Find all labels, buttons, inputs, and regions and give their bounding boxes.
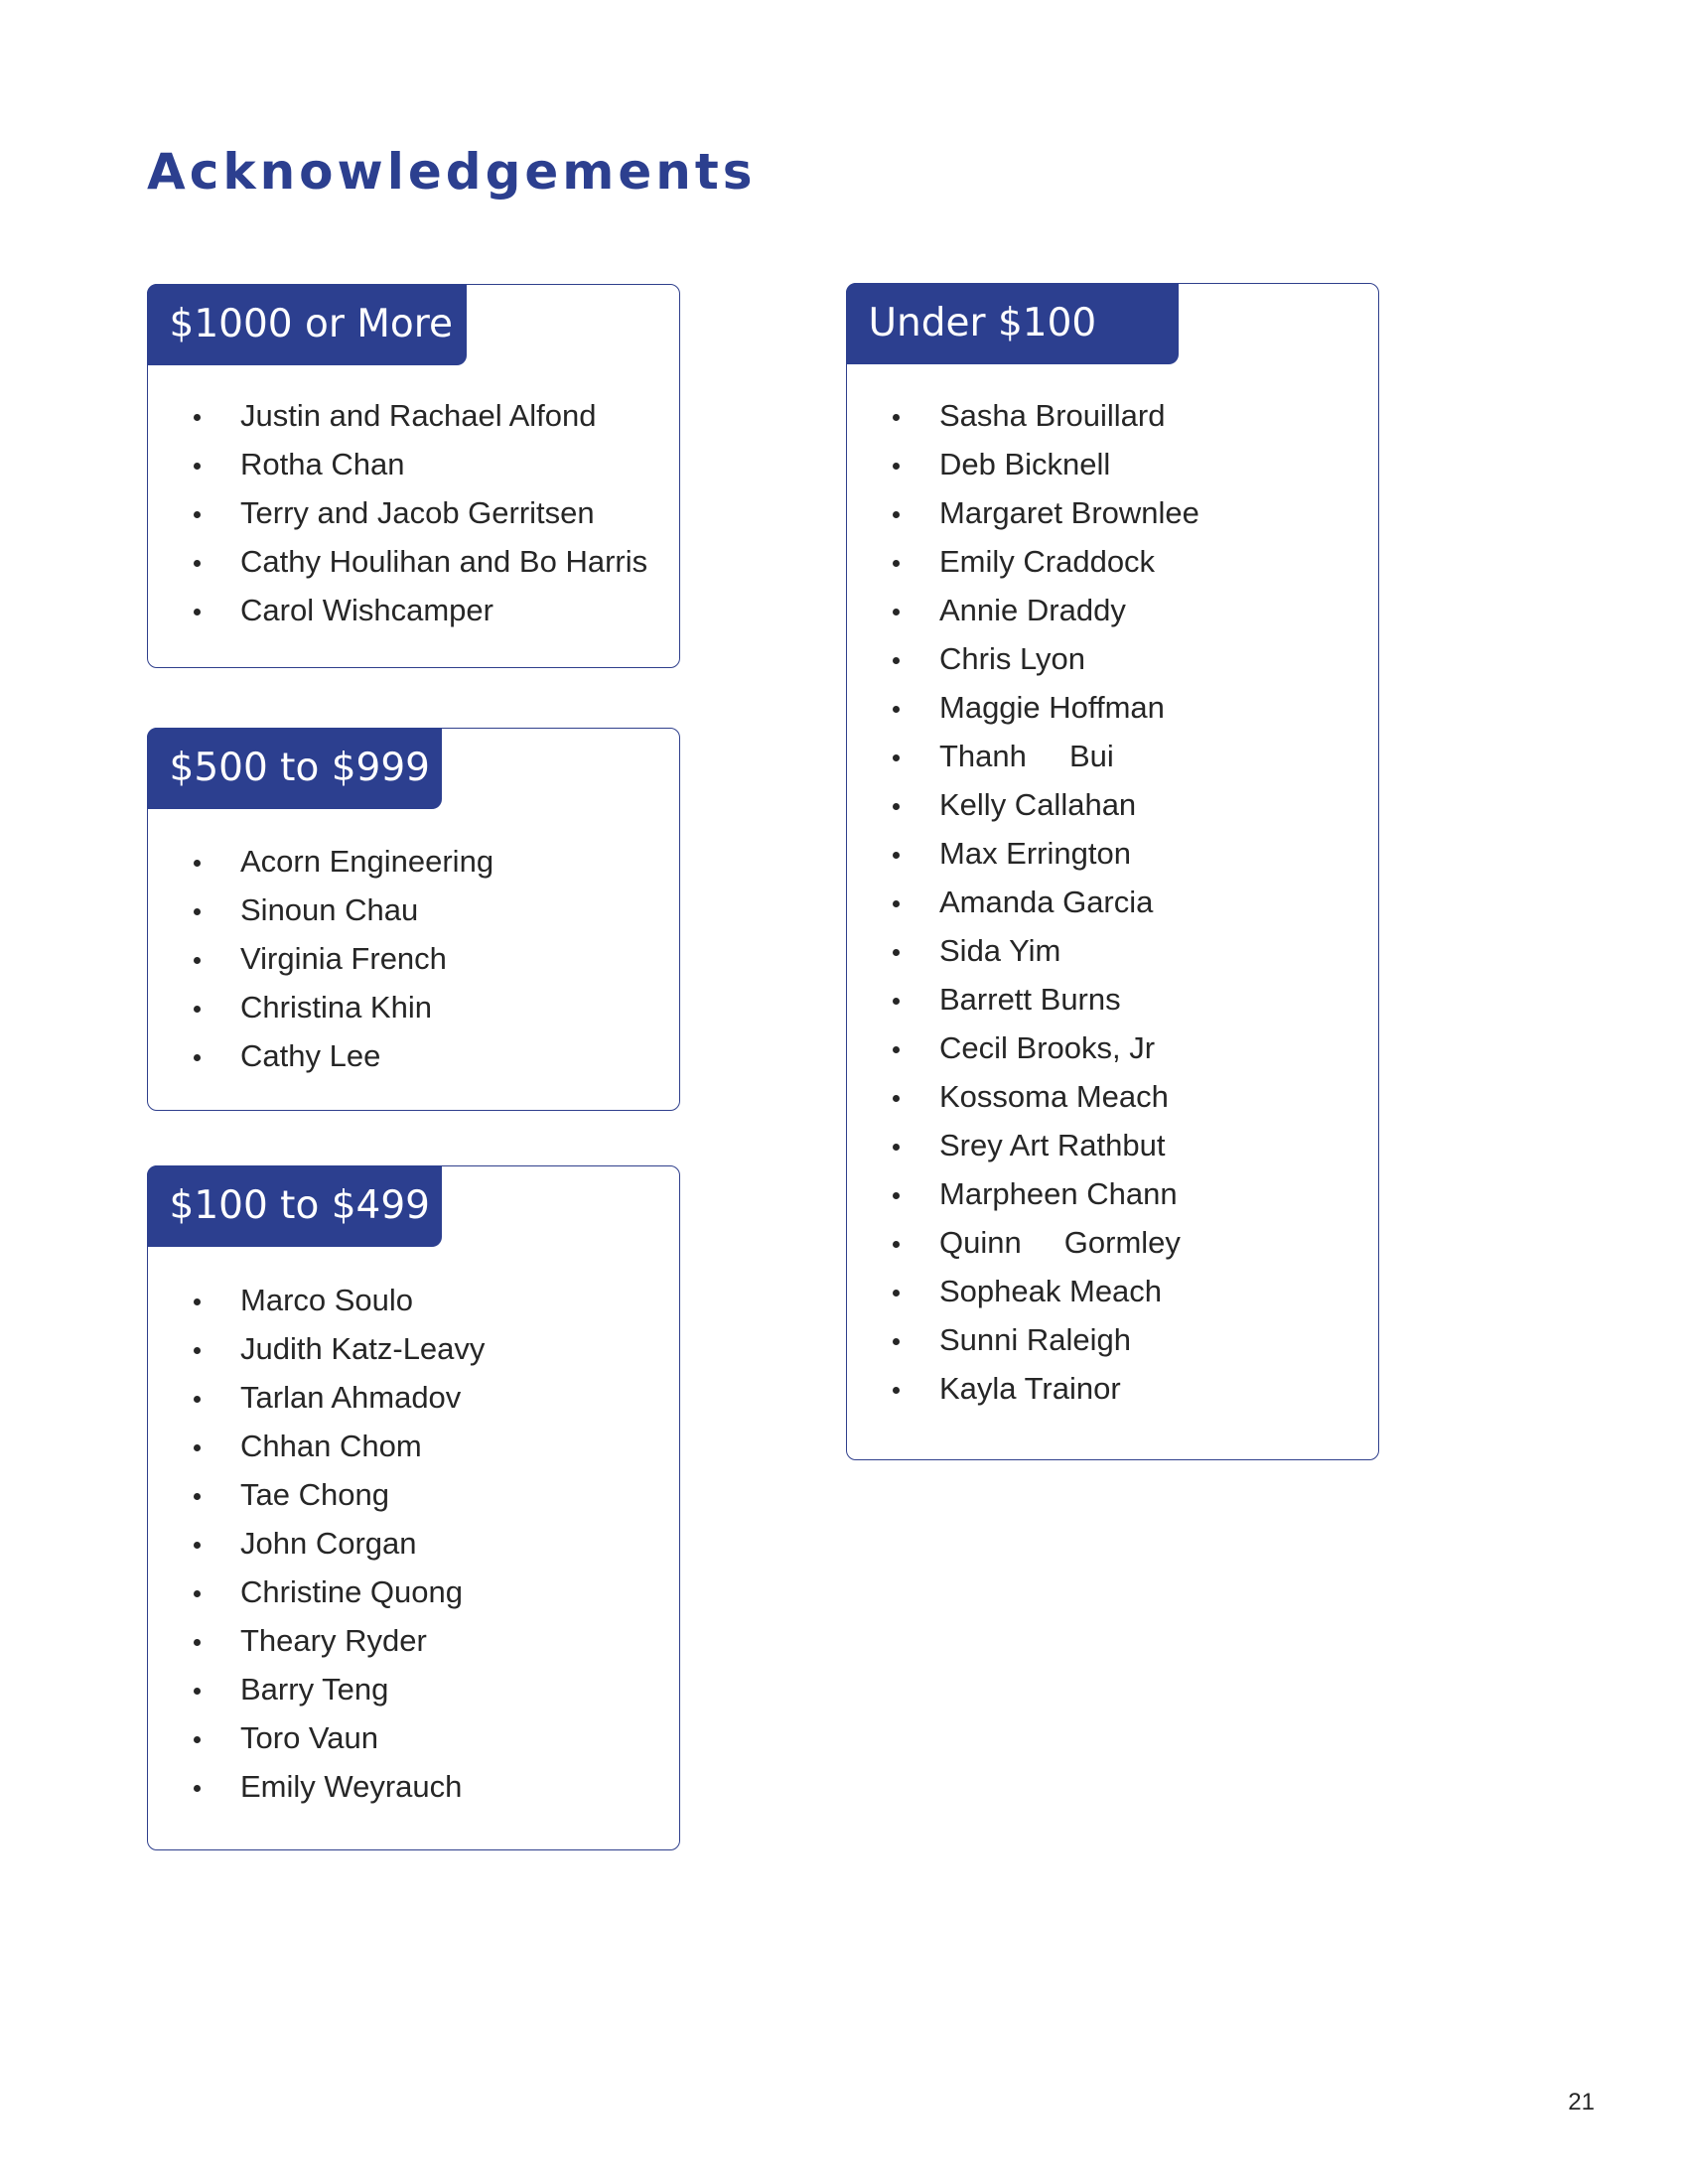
donor-list-item: John Corgan xyxy=(148,1519,679,1568)
donor-list-item: Christina Khin xyxy=(148,983,679,1031)
donor-box-500-to-999 xyxy=(147,728,680,1111)
page-number: 21 xyxy=(1568,2089,1595,2116)
donor-list-item: Sida Yim xyxy=(847,926,1378,975)
donor-list-item: Marpheen Chann xyxy=(847,1169,1378,1218)
donor-list-item: Christine Quong xyxy=(148,1568,679,1616)
donor-list-item: Acorn Engineering xyxy=(148,837,679,886)
donor-list-item: Deb Bicknell xyxy=(847,440,1378,488)
donor-list-item: Sasha Brouillard xyxy=(847,391,1378,440)
donor-list-item: Virginia French xyxy=(148,934,679,983)
donor-list-item: Tarlan Ahmadov xyxy=(148,1373,679,1422)
donor-list-item: Chhan Chom xyxy=(148,1422,679,1470)
donor-tier-header: $100 to $499 xyxy=(147,1165,442,1247)
donor-list xyxy=(148,391,679,634)
donor-list-item: Sopheak Meach xyxy=(847,1267,1378,1315)
donor-list-item: Cecil Brooks, Jr xyxy=(847,1024,1378,1072)
donor-list xyxy=(847,391,1378,1413)
donor-list-item: Annie Draddy xyxy=(847,586,1378,634)
donor-list-item: Marco Soulo xyxy=(148,1276,679,1324)
donor-list-item: Max Errington xyxy=(847,829,1378,878)
donor-list-item: Chris Lyon xyxy=(847,634,1378,683)
donor-list-item: Kelly Callahan xyxy=(847,780,1378,829)
donor-box-100-to-499 xyxy=(147,1165,680,1850)
donor-list-item: Terry and Jacob Gerritsen xyxy=(148,488,679,537)
donor-list-item: Quinn Gormley xyxy=(847,1218,1378,1267)
donor-list-item: Sunni Raleigh xyxy=(847,1315,1378,1364)
donor-list-item: Cathy Houlihan and Bo Harris xyxy=(148,537,679,586)
donor-list-item: Kayla Trainor xyxy=(847,1364,1378,1413)
donor-list-item: Barrett Burns xyxy=(847,975,1378,1024)
donor-box-1000-or-more xyxy=(147,284,680,668)
donor-list-item: Sinoun Chau xyxy=(148,886,679,934)
donor-list-item: Carol Wishcamper xyxy=(148,586,679,634)
donor-list-item: Rotha Chan xyxy=(148,440,679,488)
donor-list-item: Kossoma Meach xyxy=(847,1072,1378,1121)
donor-list-item: Tae Chong xyxy=(148,1470,679,1519)
donor-tier-header: $500 to $999 xyxy=(147,728,442,809)
donor-list xyxy=(148,1276,679,1811)
donor-tier-header: $1000 or More xyxy=(147,284,467,365)
donor-list-item: Barry Teng xyxy=(148,1665,679,1713)
donor-list-item: Judith Katz-Leavy xyxy=(148,1324,679,1373)
donor-tier-header: Under $100 xyxy=(846,283,1179,364)
donor-list-item: Theary Ryder xyxy=(148,1616,679,1665)
donor-list-item: Cathy Lee xyxy=(148,1031,679,1080)
donor-box-under-100 xyxy=(846,283,1379,1460)
donor-list-item: Srey Art Rathbut xyxy=(847,1121,1378,1169)
donor-list-item: Maggie Hoffman xyxy=(847,683,1378,732)
donor-list-item: Amanda Garcia xyxy=(847,878,1378,926)
donor-list-item: Justin and Rachael Alfond xyxy=(148,391,679,440)
donor-list-item: Toro Vaun xyxy=(148,1713,679,1762)
donor-list-item: Thanh Bui xyxy=(847,732,1378,780)
donor-list xyxy=(148,837,679,1080)
donor-list-item: Emily Weyrauch xyxy=(148,1762,679,1811)
page-title: Acknowledgements xyxy=(147,143,757,201)
donor-list-item: Margaret Brownlee xyxy=(847,488,1378,537)
donor-list-item: Emily Craddock xyxy=(847,537,1378,586)
